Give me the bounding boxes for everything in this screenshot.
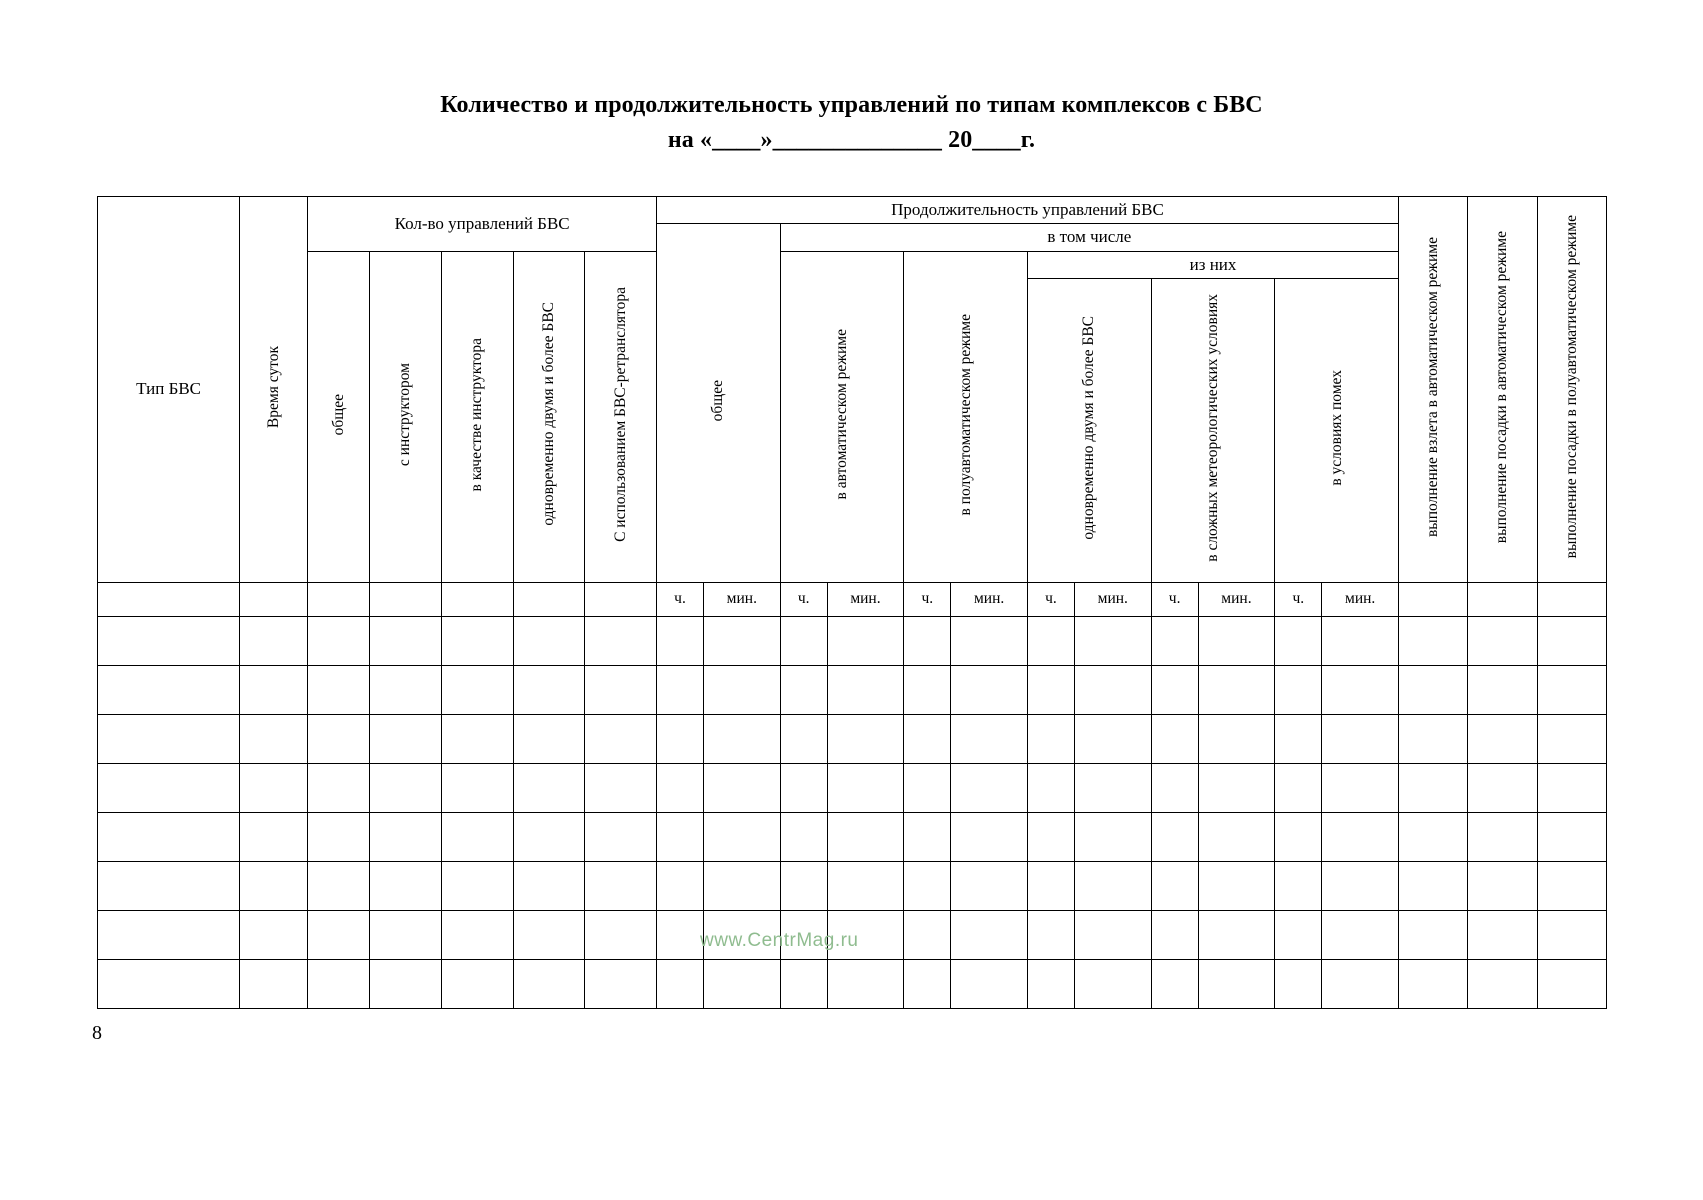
header-group-count (308, 197, 657, 252)
table-cell[interactable] (1537, 616, 1606, 665)
header-duration-total-label: общее (709, 379, 727, 422)
unit-cell (370, 582, 442, 616)
table-cell[interactable] (441, 763, 513, 812)
table-cell[interactable] (1074, 959, 1151, 1008)
table-cell[interactable] (780, 959, 827, 1008)
table-row[interactable] (98, 861, 1607, 910)
table-cell[interactable] (240, 616, 308, 665)
unit-minutes-total: мин. (703, 582, 780, 616)
table-cell[interactable] (1027, 714, 1074, 763)
table-cell[interactable] (1275, 665, 1322, 714)
table-cell[interactable] (703, 812, 780, 861)
table-cell[interactable] (585, 959, 657, 1008)
table-cell[interactable] (703, 665, 780, 714)
table-cell[interactable] (904, 616, 951, 665)
table-cell[interactable] (1275, 812, 1322, 861)
table-cell[interactable] (1074, 714, 1151, 763)
table-body (98, 616, 1607, 1008)
table-cell[interactable] (951, 616, 1028, 665)
table-row[interactable] (98, 959, 1607, 1008)
header-count-as-instructor-cell (441, 252, 513, 582)
table-cell[interactable] (703, 714, 780, 763)
header-tail-landing-semiauto-label: выполнение посадки в полуавтоматическом режиме (1562, 215, 1580, 559)
header-duration-multi-bvs (1027, 279, 1151, 583)
table-cell[interactable] (1537, 910, 1606, 959)
table-cell[interactable] (1537, 763, 1606, 812)
table-cell[interactable] (585, 910, 657, 959)
table-cell[interactable] (441, 665, 513, 714)
table-cell[interactable] (1275, 861, 1322, 910)
unit-cell (1399, 582, 1468, 616)
table-cell[interactable] (1468, 959, 1537, 1008)
table-cell[interactable] (1275, 910, 1322, 959)
table-cell[interactable] (1399, 714, 1468, 763)
table-cell[interactable] (1399, 763, 1468, 812)
table-cell[interactable] (1151, 812, 1198, 861)
table-cell[interactable] (904, 861, 951, 910)
unit-cell (98, 582, 240, 616)
table-cell[interactable] (1027, 910, 1074, 959)
table-cell[interactable] (827, 910, 904, 959)
table-cell[interactable] (951, 959, 1028, 1008)
table-cell[interactable] (441, 616, 513, 665)
table-cell[interactable] (1468, 910, 1537, 959)
table-cell[interactable] (98, 812, 240, 861)
table-cell[interactable] (98, 861, 240, 910)
table-cell[interactable] (1322, 616, 1399, 665)
table-cell[interactable] (98, 763, 240, 812)
header-count-retranslator-text: С использованием БВС-ретранслятора (611, 286, 629, 542)
header-duration-auto-label: в автоматическом режиме (832, 329, 850, 500)
table-cell[interactable] (98, 616, 240, 665)
table-cell[interactable] (1027, 665, 1074, 714)
header-time-of-day-label: Время суток (264, 345, 282, 428)
table-cell[interactable] (308, 910, 370, 959)
table-cell[interactable] (1151, 763, 1198, 812)
header-count-multi-bvs-cell (513, 252, 585, 582)
table-cell[interactable] (780, 812, 827, 861)
table-cell[interactable] (370, 763, 442, 812)
table-cell[interactable] (1027, 616, 1074, 665)
table-cell[interactable] (98, 714, 240, 763)
table-cell[interactable] (1322, 861, 1399, 910)
header-count-total-text: общее (329, 393, 347, 435)
table-cell[interactable] (513, 616, 585, 665)
table-cell[interactable] (657, 910, 704, 959)
table-cell[interactable] (1399, 665, 1468, 714)
table-cell[interactable] (1468, 763, 1537, 812)
page-title (0, 0, 1703, 158)
table-cell[interactable] (240, 959, 308, 1008)
table-cell[interactable] (780, 616, 827, 665)
table-cell[interactable] (1468, 616, 1537, 665)
table-cell[interactable] (703, 959, 780, 1008)
unit-minutes-semiauto: мин. (951, 582, 1028, 616)
table-cell[interactable] (585, 861, 657, 910)
table-cell[interactable] (240, 910, 308, 959)
table-cell[interactable] (827, 616, 904, 665)
table-cell[interactable] (1151, 910, 1198, 959)
unit-cell (585, 582, 657, 616)
table-cell[interactable] (827, 665, 904, 714)
table-cell[interactable] (1275, 959, 1322, 1008)
table-cell[interactable] (780, 861, 827, 910)
table-cell[interactable] (1468, 665, 1537, 714)
table-cell[interactable] (308, 812, 370, 861)
table-cell[interactable] (513, 714, 585, 763)
table-cell[interactable] (1399, 616, 1468, 665)
table-cell[interactable] (951, 665, 1028, 714)
table-cell[interactable] (904, 959, 951, 1008)
title-line-2: на «____»______________ 20____г. (667, 126, 1036, 153)
table-cell[interactable] (1275, 714, 1322, 763)
table-cell[interactable] (1074, 616, 1151, 665)
header-count-retranslator-cell (585, 252, 656, 582)
header-type-bvs-label: Тип БВС (136, 379, 202, 399)
table-cell[interactable] (827, 959, 904, 1008)
table-cell[interactable] (1275, 616, 1322, 665)
table-cell[interactable] (1027, 763, 1074, 812)
table-cell[interactable] (370, 665, 442, 714)
table-cell[interactable] (441, 959, 513, 1008)
table-cell[interactable] (585, 812, 657, 861)
table-cell[interactable] (657, 861, 704, 910)
table-cell[interactable] (780, 665, 827, 714)
header-duration-semiauto-label: в полуавтоматическом режиме (956, 313, 974, 516)
header-duration-auto (780, 251, 904, 582)
table-cell[interactable] (513, 861, 585, 910)
table-cell[interactable] (1027, 959, 1074, 1008)
unit-cell (240, 582, 308, 616)
table-cell[interactable] (1275, 763, 1322, 812)
unit-hours-multi: ч. (1027, 582, 1074, 616)
header-row-3 (98, 251, 1607, 278)
table-cell[interactable] (1198, 910, 1275, 959)
table-cell[interactable] (780, 714, 827, 763)
header-tail-takeoff-auto (1399, 197, 1468, 583)
header-count-instructor-text: с инструктором (396, 362, 414, 466)
table-cell[interactable] (1151, 665, 1198, 714)
table-cell[interactable] (370, 910, 442, 959)
unit-minutes-multi: мин. (1074, 582, 1151, 616)
table-cell[interactable] (951, 763, 1028, 812)
table-cell[interactable] (308, 763, 370, 812)
table-cell[interactable] (513, 812, 585, 861)
table-cell[interactable] (657, 616, 704, 665)
table-cell[interactable] (513, 959, 585, 1008)
table-cell[interactable] (1537, 714, 1606, 763)
header-duration-interference (1275, 279, 1399, 583)
table-cell[interactable] (1322, 714, 1399, 763)
table-row[interactable] (98, 714, 1607, 763)
table-cell[interactable] (1198, 763, 1275, 812)
table-cell[interactable] (1399, 812, 1468, 861)
table-cell[interactable] (904, 812, 951, 861)
table-cell[interactable] (1198, 714, 1275, 763)
table-cell[interactable] (1322, 763, 1399, 812)
table-cell[interactable] (1074, 910, 1151, 959)
table-cell[interactable] (1074, 763, 1151, 812)
unit-cell (308, 582, 370, 616)
table-cell[interactable] (1322, 812, 1399, 861)
unit-hours-weather: ч. (1151, 582, 1198, 616)
table-cell[interactable] (441, 861, 513, 910)
table-cell[interactable] (308, 714, 370, 763)
table-cell[interactable] (904, 910, 951, 959)
table-cell[interactable] (657, 812, 704, 861)
table-cell[interactable] (1322, 910, 1399, 959)
header-count-total (308, 251, 657, 582)
table-row[interactable] (98, 812, 1607, 861)
table-cell[interactable] (240, 812, 308, 861)
table-cell[interactable] (827, 812, 904, 861)
unit-cell (441, 582, 513, 616)
header-duration-semiauto (904, 251, 1028, 582)
header-group-duration (657, 197, 1399, 224)
table-cell[interactable] (1399, 861, 1468, 910)
page-number: 8 (92, 1022, 102, 1044)
table-row[interactable] (98, 665, 1607, 714)
flight-log-table (97, 196, 1607, 1009)
table-row[interactable] (98, 616, 1607, 665)
table-cell[interactable] (370, 959, 442, 1008)
table-cell[interactable] (1074, 861, 1151, 910)
table-cell[interactable] (703, 763, 780, 812)
table-cell[interactable] (513, 665, 585, 714)
table-cell[interactable] (308, 861, 370, 910)
unit-hours-interference: ч. (1275, 582, 1322, 616)
table-cell[interactable] (308, 665, 370, 714)
table-cell[interactable] (1151, 714, 1198, 763)
table-cell[interactable] (1468, 812, 1537, 861)
table-cell[interactable] (441, 812, 513, 861)
table-cell[interactable] (1537, 959, 1606, 1008)
header-count-total-cell (308, 252, 369, 582)
table-cell[interactable] (1399, 910, 1468, 959)
table-cell[interactable] (904, 763, 951, 812)
table-cell[interactable] (370, 714, 442, 763)
unit-minutes-auto: мин. (827, 582, 904, 616)
unit-cell (1537, 582, 1606, 616)
header-tail-takeoff-auto-label: выполнение взлета в автоматическом режиме (1424, 236, 1442, 537)
table-cell[interactable] (1074, 812, 1151, 861)
table-cell[interactable] (703, 861, 780, 910)
table-cell[interactable] (240, 714, 308, 763)
table-cell[interactable] (240, 665, 308, 714)
table-cell[interactable] (1074, 665, 1151, 714)
table-cell[interactable] (1198, 812, 1275, 861)
table-cell[interactable] (1027, 812, 1074, 861)
table-cell[interactable] (904, 665, 951, 714)
table-cell[interactable] (513, 910, 585, 959)
table-cell[interactable] (1537, 861, 1606, 910)
table-cell[interactable] (1198, 665, 1275, 714)
header-tail-landing-auto-label: выполнение посадки в автоматическом режиме (1493, 230, 1511, 543)
header-duration-interference-label: в условиях помех (1327, 370, 1345, 486)
table-cell[interactable] (904, 714, 951, 763)
table-cell[interactable] (585, 763, 657, 812)
table-cell[interactable] (585, 616, 657, 665)
table-cell[interactable] (1198, 959, 1275, 1008)
unit-minutes-weather: мин. (1198, 582, 1275, 616)
table-cell[interactable] (1198, 861, 1275, 910)
table-cell[interactable] (703, 616, 780, 665)
unit-hours-auto: ч. (780, 582, 827, 616)
table-cell[interactable] (513, 763, 585, 812)
table-cell[interactable] (1322, 959, 1399, 1008)
header-count-multi-bvs-text: одновременно двумя и более БВС (539, 302, 557, 527)
watermark: www.CentrMag.ru (700, 930, 859, 951)
table-cell[interactable] (441, 714, 513, 763)
table-cell[interactable] (1322, 665, 1399, 714)
header-tail-landing-semiauto (1537, 197, 1606, 583)
unit-hours-total: ч. (657, 582, 704, 616)
title-line-1: Количество и продолжительность управлений по типам комплексов с БВС (440, 92, 1263, 118)
header-units-row (98, 582, 1607, 616)
table-cell[interactable] (441, 910, 513, 959)
header-duration-total (657, 224, 781, 582)
table-cell[interactable] (585, 665, 657, 714)
table-cell[interactable] (780, 763, 827, 812)
table-cell[interactable] (1537, 665, 1606, 714)
table-cell[interactable] (370, 616, 442, 665)
header-ofthose (1027, 251, 1398, 278)
table-cell[interactable] (1468, 861, 1537, 910)
header-group-duration-label: Продолжительность управлений БВС (891, 200, 1164, 219)
header-group-count-label: Кол-во управлений БВС (394, 213, 570, 233)
header-including (780, 224, 1398, 251)
table-cell[interactable] (240, 763, 308, 812)
table-cell[interactable] (370, 861, 442, 910)
header-ofthose-label: из них (1189, 254, 1237, 274)
table-cell[interactable] (1151, 861, 1198, 910)
header-duration-weather-label: в сложных метеорологических условиях (1203, 294, 1221, 562)
table-cell[interactable] (1537, 812, 1606, 861)
unit-cell (513, 582, 585, 616)
table-cell[interactable] (585, 714, 657, 763)
table-cell[interactable] (657, 763, 704, 812)
table-cell[interactable] (308, 616, 370, 665)
table-row[interactable] (98, 910, 1607, 959)
header-count-instructor-cell (370, 252, 442, 582)
table-cell[interactable] (98, 959, 240, 1008)
unit-cell (1468, 582, 1537, 616)
table-cell[interactable] (240, 861, 308, 910)
table-cell[interactable] (951, 861, 1028, 910)
table-cell[interactable] (657, 959, 704, 1008)
table-cell[interactable] (1151, 616, 1198, 665)
table-cell[interactable] (780, 910, 827, 959)
table-cell[interactable] (1198, 616, 1275, 665)
table-cell[interactable] (951, 812, 1028, 861)
table-cell[interactable] (98, 665, 240, 714)
table-cell[interactable] (951, 910, 1028, 959)
table-cell[interactable] (370, 812, 442, 861)
table-cell[interactable] (98, 910, 240, 959)
table-cell[interactable] (1399, 959, 1468, 1008)
table-cell[interactable] (308, 959, 370, 1008)
table-cell[interactable] (703, 910, 780, 959)
unit-hours-semiauto: ч. (904, 582, 951, 616)
table-cell[interactable] (951, 714, 1028, 763)
header-including-label: в том числе (1047, 227, 1132, 247)
header-row-1 (98, 197, 1607, 224)
header-type-bvs (98, 197, 240, 583)
table-cell[interactable] (827, 763, 904, 812)
table-cell[interactable] (1151, 959, 1198, 1008)
unit-minutes-interference: мин. (1322, 582, 1399, 616)
table-cell[interactable] (827, 714, 904, 763)
table-cell[interactable] (1468, 714, 1537, 763)
table-cell[interactable] (657, 714, 704, 763)
header-duration-multi-bvs-label: одновременно двумя и более БВС (1080, 316, 1098, 540)
header-tail-landing-auto (1468, 197, 1537, 583)
table-cell[interactable] (1027, 861, 1074, 910)
header-duration-weather (1151, 279, 1275, 583)
header-time-of-day (240, 197, 308, 583)
header-count-as-instructor-text: в качестве инструктора (468, 337, 486, 491)
table-cell[interactable] (657, 665, 704, 714)
table-row[interactable] (98, 763, 1607, 812)
table-cell[interactable] (827, 861, 904, 910)
